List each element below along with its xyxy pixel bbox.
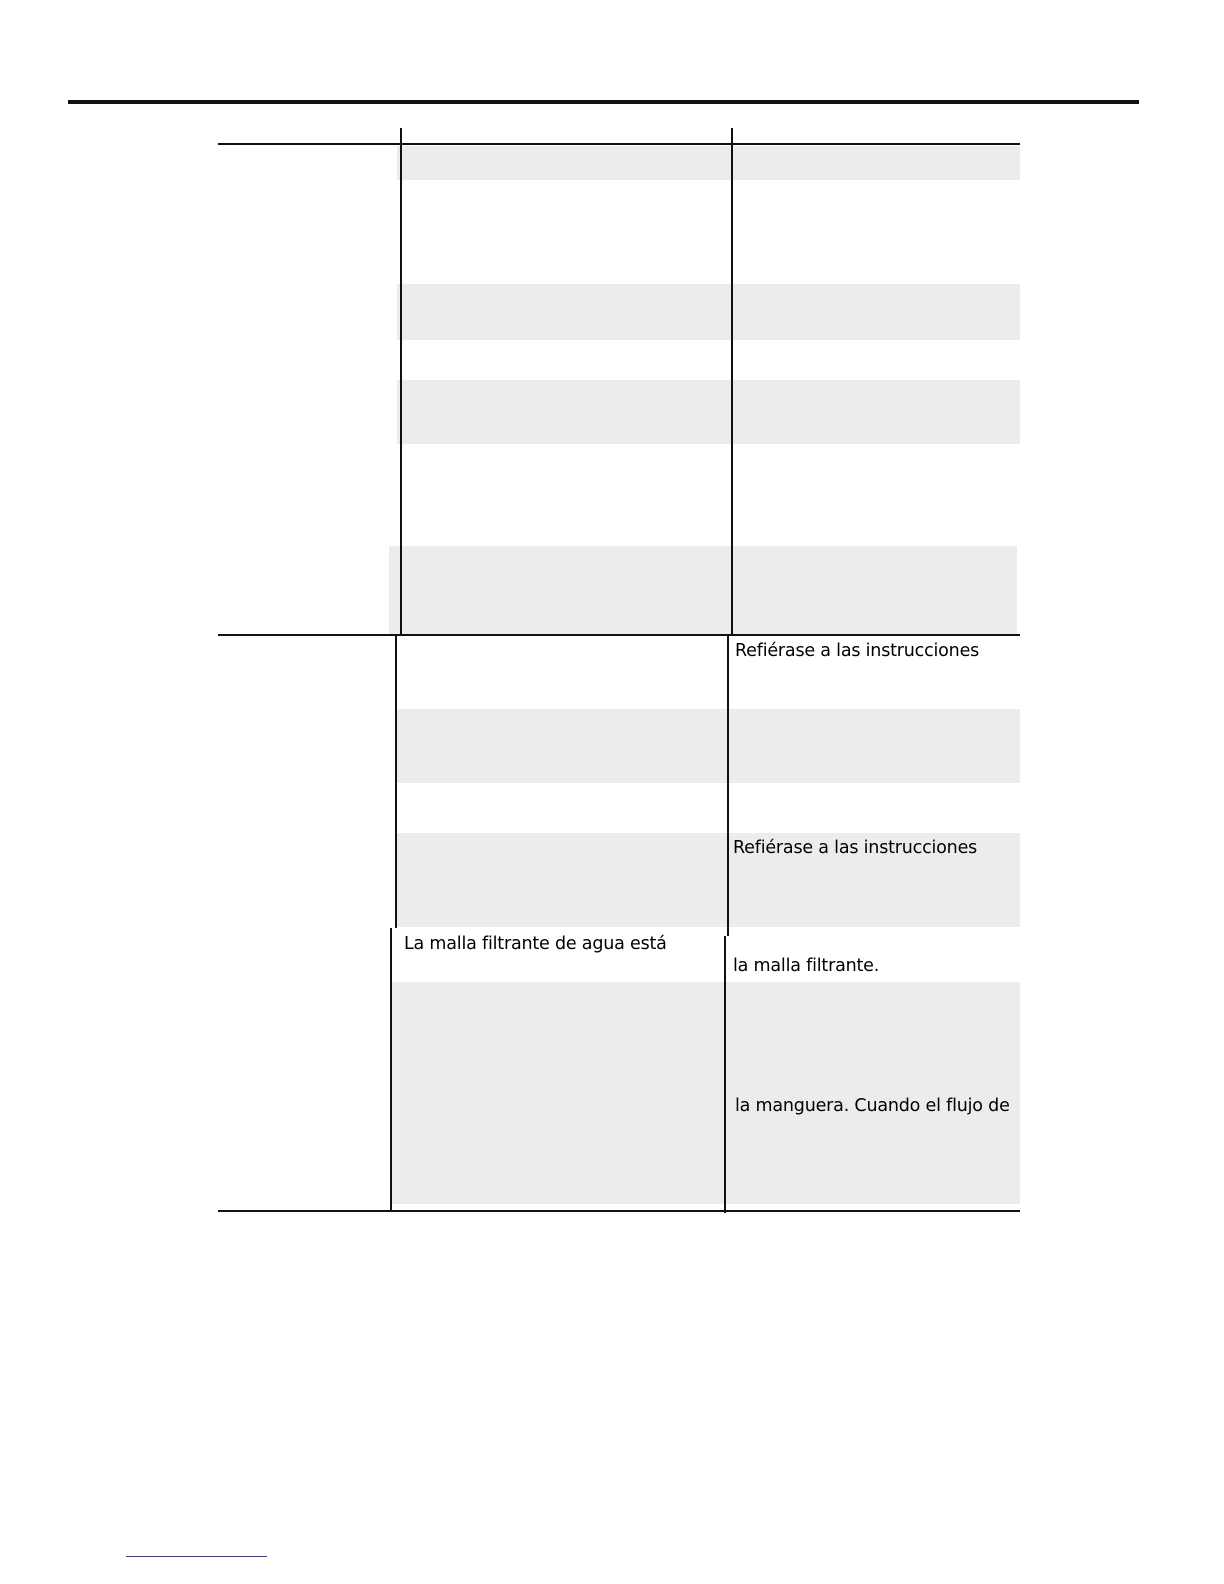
header-rule [68, 100, 1139, 104]
solution-cell: la malla filtrante. [733, 956, 880, 976]
footer-link[interactable] [126, 1556, 267, 1557]
row-shade [397, 284, 1020, 340]
table-bottom-rule [218, 1210, 1020, 1212]
column-rule-2-bottom [724, 936, 726, 1213]
section-divider-rule [218, 634, 1020, 636]
row-shade [389, 546, 1017, 634]
solution-cell: Refiérase a las instrucciones [735, 641, 980, 661]
solution-cell: la manguera. Cuando el flujo de [735, 1096, 1010, 1116]
cause-cell: La malla filtrante de agua está [404, 934, 667, 954]
column-rule-1-lower [395, 636, 397, 928]
solution-cell: Refiérase a las instrucciones [733, 838, 978, 858]
row-shade [397, 146, 1020, 180]
row-shade [397, 380, 1020, 444]
column-rule-1-bottom [390, 928, 392, 1212]
column-rule-2 [731, 128, 733, 634]
row-shade [391, 982, 1020, 1204]
column-rule-2-lower [727, 636, 729, 936]
row-shade [397, 709, 1020, 783]
column-rule-1 [400, 128, 402, 634]
table-top-rule [218, 143, 1020, 145]
